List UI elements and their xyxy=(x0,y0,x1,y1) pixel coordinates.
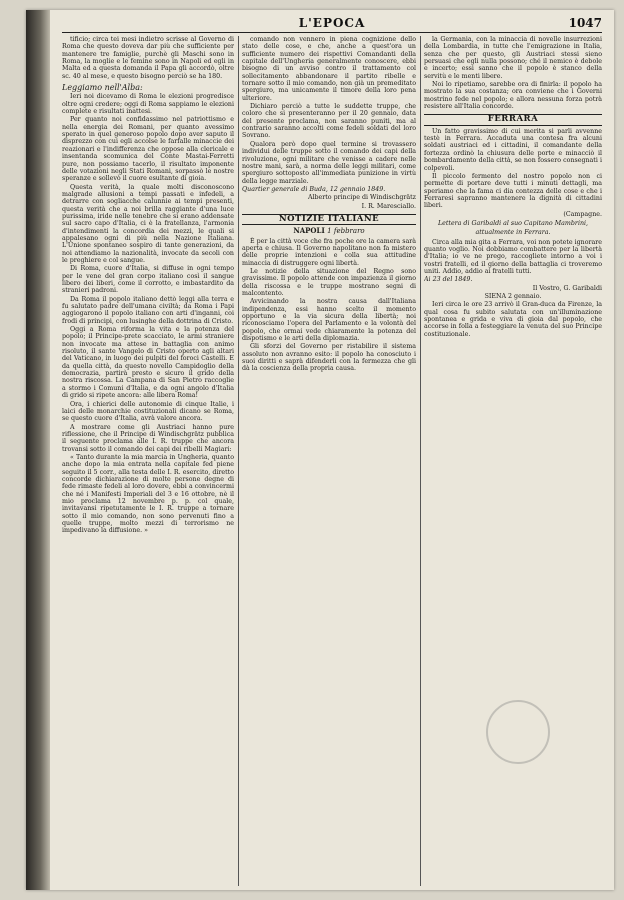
col1-paragraph: Di Roma, cuore d'Italia, si diffuse in ogni tempo per le vene del gran corpo italiano così il sangue libero dei liberi, come il corrotto, e imbastardito da stranieri padroni. xyxy=(62,265,234,295)
col1-paragraph: Da Roma il popolo italiano dettò leggi alla terra e fu salutato padre dell'umana civiltà; da Roma i Papi aggiogarono il popolo italiano con arti d'inganni, coi frodi di principi, con lusinghe della dottrina di Cristo. xyxy=(62,295,234,325)
dateline-date: 1 febbraro xyxy=(327,227,365,236)
col1-paragraph: tificio; circa tei mesi indietro scrisse al Governo di Roma che questo doveva dar più che sufficiente per mantenere tre famiglie, purchè gli Maschi sono in Roma, la moglie e le femine sono in Napoli ed egli in Malta ed a questa domanda il Papa gli accordò, oltre sc. 40 al mese, e questo bisogno perciò se ha 180. xyxy=(62,36,234,80)
column-2 xyxy=(242,36,416,886)
letter-subtitle: attualmente in Ferrara. xyxy=(475,229,551,237)
col3-paragraph: Ieri circa le ore 23 arrivò il Gran-duca da Firenze, la qual cosa fu subito salutata con un'illuminazione spontanea e grida e viva di gioia dal popolo, che accorse in folla a festeggiare la venuta del suo Principe costituzionale. xyxy=(424,301,602,338)
letter-title: Lettera di Garibaldi al suo Capitano Mambrini, xyxy=(437,219,589,227)
col1-paragraph: Ora, i chierici delle autonomie di cinque Italie, i laici delle monarchie costituzionali dicano se Roma, se questo cuore d'Italia, avrà valore ancora. xyxy=(62,400,234,423)
masthead-title: L'EPOCA xyxy=(298,16,366,30)
source-attribution: (Campagne. xyxy=(563,210,602,218)
dateline-siena: SIENA 2 gennaio. xyxy=(484,293,542,300)
col2-paragraph: Le notizie della situazione del Regno sono gravissime. Il popolo attende con impazienza il giorno della riscossa e le truppe mostrano segni di malcontento. xyxy=(242,267,416,297)
library-stamp-mark xyxy=(486,700,550,764)
col1-paragraph: Oggi a Roma riforma la vita e la potenza del popolo; il Principe-prete scacciato, le armi straniere non invocate ma attese in battaglia con animo risoluto, il sante Vangelo di Cristo operto agli altari del Vaticano, in luogo dei pulpiti del foroci Castelli. E da quella città, da questo novello Campidoglio della democrazia, partirà presto e sicuro il grido della nostra riscossa. La Campana di San Pietro raccoglie a stormo i Comuni d'Italia, e da ogni angolo d'Italia di grido si ripete ancora: alle libera Roma! xyxy=(62,326,234,400)
letter-date: Ai 23 del 1849. xyxy=(424,276,473,284)
col3-paragraph: Un fatto gravissimo di cui merita si parli avvenne testè in Ferrara. Accaduta una contesa fra alcuni soldati austriaci ed i cittadini, il comandante della fortezza ordinò la chiusura delle porte e minacciò il bombardamento della città, se non fossero consegnati i colpevoli. xyxy=(424,127,602,172)
col2-paragraph: Qualora però dopo quel termine si trovassero individui delle truppe sotto il comando dei capi della rivoluzione, ogni militare che venisse a cadere nelle nostre mani, sarà, a norma delle leggi militari, come spergiuro sottoposto all'immediata punizione in virtù della legge marziale. xyxy=(242,140,416,185)
col3-paragraph: la Germania, con la minaccia di novelle insurrezioni della Lombardia, in tutte che l'emigrazione in Italia, senza che per questo, gli Austriaci stessi sieno persuasi che egli nulla possono; ché il nemico è debole e incerto; essi sanno che il popolo è stanco della servitù e le menti libere. xyxy=(424,36,602,80)
col1-paragraph: Questa verità, la quale molti disconoscono malgrade allusioni a tempi passati e infedeli, a detrarre con sogliacche calunnie ai tempi presenti, questa verità che a noi brilla raggiante d'una luce purissima, iride nelle tenebre che si erano addensate sul sacro capo d'Italia, ci è la fratellanza, l'armonia d'intendimenti la concordia dei mezzi, le quali si appalesano ogni di più nella Nazione Italiana. L'Unione spontaneo sospiro di tante generazioni, da noi attendiamo la nazionalità, invocate da secoli con le preghiere e col sangue. xyxy=(62,183,234,264)
column-1 xyxy=(62,36,234,886)
binding-spine xyxy=(26,10,50,890)
col3-paragraph: Noi lo ripetiamo, sarebbe ora di finirla: il popolo ha mostrato la sua costanza; ora conviene che i Governi mostrino fede nel popolo; e allora nessuna forza potrà resistere all'Italia concorde. xyxy=(424,81,602,111)
col3-paragraph: Circa alla mia gita a Ferrara, voi non potete ignorare quanto voglio. Noi dobbiamo combattere per la libertà d'Italia; io ve ne prego, raccogliete intorno a voi i vostri fratelli, ed il giorno della battaglia ci troveremo uniti. Addio, addio ai fratelli tutti. xyxy=(424,238,602,275)
page-header xyxy=(62,16,602,33)
letter-signature: Il Vostro, G. Garibaldi xyxy=(532,284,602,292)
proclamation-place-date: Quartier generale di Buda, 12 gennaio 1849. xyxy=(242,185,386,193)
section-box-ferrara: FERRARA xyxy=(424,114,602,125)
newspaper-page xyxy=(26,10,614,890)
page-number: 1047 xyxy=(568,16,602,30)
col1-paragraph: « Tanto durante la mia marcia in Ungheria, quanto anche dopo la mia entrata nella capitale fed piene seguito il 5 corr., alla testa delle I. R. esercito, diretto concorde dichiarazione di molte persone degne di fede rimaste fedeli al loro dovere, ebbi a convincermi che né i Manifesti Imperiali del 3 e 16 ottobre, nè il mio proclama 12 novembre p. p. col quale, invitavansi ripetutamente le I. R. truppe a tornare sotto il mio comando, non sono pervenuti fino a quelle truppe, molto mezzi di terrorismo ne impedivano la diffusione. » xyxy=(62,453,234,535)
section-box-notizie-italiane: NOTIZIE ITALIANE xyxy=(242,214,416,225)
col2-paragraph: Gli sforzi del Governo per ristabilire il sistema assoluto non avranno esito: il popolo ha conosciuto i suoi diritti e saprà difenderli con la fermezza che gli dà la coscienza della propria causa. xyxy=(242,343,416,373)
proclamation-signature-title: I. R. Maresciallo. xyxy=(361,202,416,210)
col2-paragraph: Dichiaro perciò a tutte le suddette truppe, che coloro che si presenteranno per il 20 gennaio, data del presente proclama, non saranno puniti, ma al contrario saranno accolti come fedeli soldati del loro Sovrano. xyxy=(242,103,416,140)
column-rule-1 xyxy=(238,36,239,886)
section-heading-alba: Leggiamo nell'Alba: xyxy=(62,83,143,93)
col2-paragraph: comando non vennero in piena cognizione dello stato delle cose, e che, anche a quest'ora un sufficiente numero dei rispettivi Comandanti della capitale dell'Ungheria generalmente conoscere, ebbi bisogno di un avviso contro il trattamento col sollecitamento abbandonare il partito ribelle e tornare sotto il mio comando, non già un premeditato spergiuro, ma unicamente il timore della loro pena ulteriore. xyxy=(242,36,416,102)
column-rule-2 xyxy=(420,36,421,886)
dateline-city: NAPOLI xyxy=(293,226,325,236)
proclamation-signature-name: Alberto principe di Windischgrätz xyxy=(307,194,416,202)
col1-paragraph: A mostrare come gli Austriaci hanno pure riflessione, che il Principe di Windischgrätz pubblica il seguente proclama alle I. R. truppe che ancora trovansi sotto il comando dei capi dei ribelli Magiari: xyxy=(62,423,234,453)
col1-paragraph: Ieri noi dicevamo di Roma le elezioni progredisce oltre ogni credere; oggi di Roma sappiamo le elezioni complete e risultati inattesi. xyxy=(62,93,234,116)
col2-paragraph: Avvicinando la nostra causa dall'Italiana indipendenza, essi hanno scelto il momento opportuno e la via sicura della libertà; noi riconosciamo l'opera del Parlamento e la volontà del popolo, che ormai vede chiaramente la potenza del dispotismo e le arti della diplomazia. xyxy=(242,298,416,343)
col2-paragraph: È per la città voce che fra poche ore la camera sarà aperta e chiusa. Il Governo napolitano non fa mistero delle proprie intenzioni e colla sua attitudine minaccia di distruggere ogni libertà. xyxy=(242,237,416,267)
col1-paragraph: Per quanto noi confidassimo nel patriottismo e nella energia dei Romani, per quanto avessimo sperato in quel generoso popolo dopo aver saputo il disprezzo con cui egli accolse le farfalle minaccie dei reazionari e l'indifferenza che oppose alla clericale e insentanda scomunica del Conte Mastai-Ferretti pure, non possiamo tacerlo, il risultato imponente delle votazioni negli Stati Romani, sorpassò le nostre speranze e sollevò il cuore esultante di gioia. xyxy=(62,116,234,183)
dateline-napoli xyxy=(242,227,416,235)
col3-paragraph: Il piccolo fermento del nostro popolo non ci permette di portare deve tutti i minuti dettagli, ma speriamo che la fama ci dia contezza delle cose e che i Ferraresi sapranno mantenere la dignità di cittadini liberi. xyxy=(424,172,602,210)
